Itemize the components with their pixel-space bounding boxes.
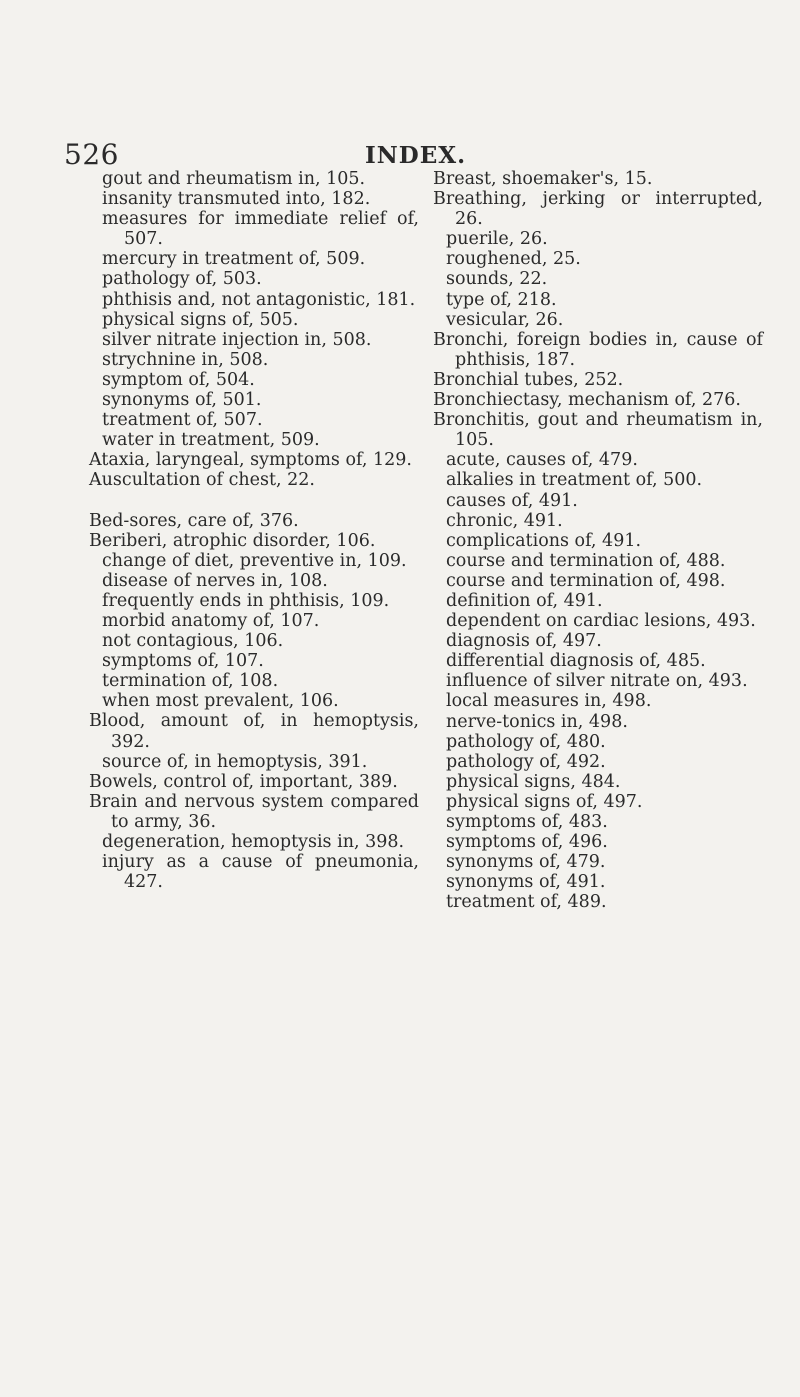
index-subentry: symptoms of, 496. — [446, 832, 608, 853]
index-column-right — [433, 169, 763, 912]
index-subentry: influence of silver nitrate on, 493. — [446, 671, 748, 692]
index-subentry: physical signs of, 505. — [102, 309, 299, 330]
index-entry: Bowels, control of, important, 389. — [89, 771, 398, 792]
index-subentry: sounds, 22. — [446, 269, 548, 290]
index-subentry: mercury in treatment of, 509. — [102, 249, 366, 270]
index-subentry: puerile, 26. — [446, 229, 548, 250]
index-subentry: morbid anatomy of, 107. — [102, 610, 320, 631]
index-subentry: physical signs of, 497. — [446, 791, 643, 812]
index-subentry: change of diet, preventive in, 109. — [102, 550, 407, 571]
index-subentry: physical signs, 484. — [446, 771, 621, 792]
index-subentry: treatment of, 507. — [102, 410, 263, 431]
index-subentry: silver nitrate injection in, 508. — [102, 329, 372, 350]
index-entry: Breast, shoemaker's, 15. — [433, 169, 653, 189]
index-subentry: roughened, 25. — [446, 249, 581, 270]
index-subentry: chronic, 491. — [446, 510, 563, 531]
index-entry: Bronchiectasy, mechanism of, 276. — [433, 390, 741, 411]
index-entry: Brain and nervous system compared to army, 36. — [89, 791, 419, 832]
index-entry: Bronchial tubes, 252. — [433, 369, 624, 390]
index-subentry: frequently ends in phthisis, 109. — [102, 590, 390, 611]
index-subentry: disease of nerves in, 108. — [102, 570, 328, 591]
index-subentry: vesicular, 26. — [446, 309, 564, 330]
index-subentry: nerve-tonics in, 498. — [446, 711, 628, 732]
index-subentry: gout and rheumatism in, 105. — [102, 169, 366, 189]
index-subentry: symptoms of, 483. — [446, 812, 608, 832]
index-subentry: synonyms of, 479. — [446, 852, 606, 873]
index-subentry: complications of, 491. — [446, 530, 642, 551]
index-entry: Breathing, jerking or interrupted, 26. — [433, 189, 763, 230]
index-subentry: pathology of, 492. — [446, 751, 606, 772]
index-entry: Auscultation of chest, 22. — [89, 470, 315, 491]
index-subentry: phthisis and, not antagonistic, 181. — [102, 289, 416, 310]
index-subentry: symptom of, 504. — [102, 369, 255, 390]
index-subentry: water in treatment, 509. — [102, 430, 320, 451]
index-subentry: treatment of, 489. — [446, 892, 607, 913]
index-subentry: pathology of, 480. — [446, 731, 606, 752]
index-subentry: symptoms of, 107. — [102, 651, 264, 672]
page-title: INDEX. — [365, 142, 467, 169]
index-entry: Ataxia, laryngeal, symptoms of, 129. — [89, 450, 412, 471]
index-subentry: definition of, 491. — [446, 590, 603, 611]
index-column-left — [89, 169, 419, 892]
index-subentry: differential diagnosis of, 485. — [446, 651, 706, 672]
index-subentry: acute, causes of, 479. — [446, 450, 638, 471]
index-entry: Beriberi, atrophic disorder, 106. — [89, 530, 376, 551]
index-subentry: course and termination of, 488. — [446, 550, 726, 571]
index-subentry: when most prevalent, 106. — [102, 691, 339, 712]
index-subentry: source of, in hemoptysis, 391. — [102, 751, 368, 772]
index-entry: Blood, amount of, in hemoptysis, 392. — [89, 711, 419, 752]
index-subentry: course and termination of, 498. — [446, 570, 726, 591]
index-subentry: alkalies in treatment of, 500. — [446, 470, 703, 491]
index-subentry: strychnine in, 508. — [102, 349, 269, 370]
index-subentry: injury as a cause of pneumonia, 427. — [102, 852, 419, 893]
page-number: 526 — [64, 138, 119, 171]
index-entry: Bed-sores, care of, 376. — [89, 510, 299, 531]
index-subentry: pathology of, 503. — [102, 269, 262, 290]
index-subentry: synonyms of, 491. — [446, 872, 606, 893]
index-subentry: local measures in, 498. — [446, 691, 652, 712]
index-entry: Bronchi, foreign bodies in, cause of phthisis, 187. — [433, 329, 763, 370]
index-subentry: not contagious, 106. — [102, 631, 284, 652]
index-subentry: type of, 218. — [446, 289, 557, 310]
index-subentry: diagnosis of, 497. — [446, 631, 602, 652]
index-subentry: termination of, 108. — [102, 671, 279, 692]
section-gap — [89, 491, 419, 511]
index-subentry: degeneration, hemoptysis in, 398. — [102, 832, 405, 852]
index-subentry: causes of, 491. — [446, 490, 578, 511]
index-subentry: measures for immediate relief of, 507. — [102, 209, 419, 250]
index-entry: Bronchitis, gout and rheumatism in, 105. — [433, 410, 763, 451]
index-subentry: dependent on cardiac lesions, 493. — [446, 611, 756, 632]
index-subentry: insanity transmuted into, 182. — [102, 189, 371, 210]
index-subentry: synonyms of, 501. — [102, 390, 262, 411]
